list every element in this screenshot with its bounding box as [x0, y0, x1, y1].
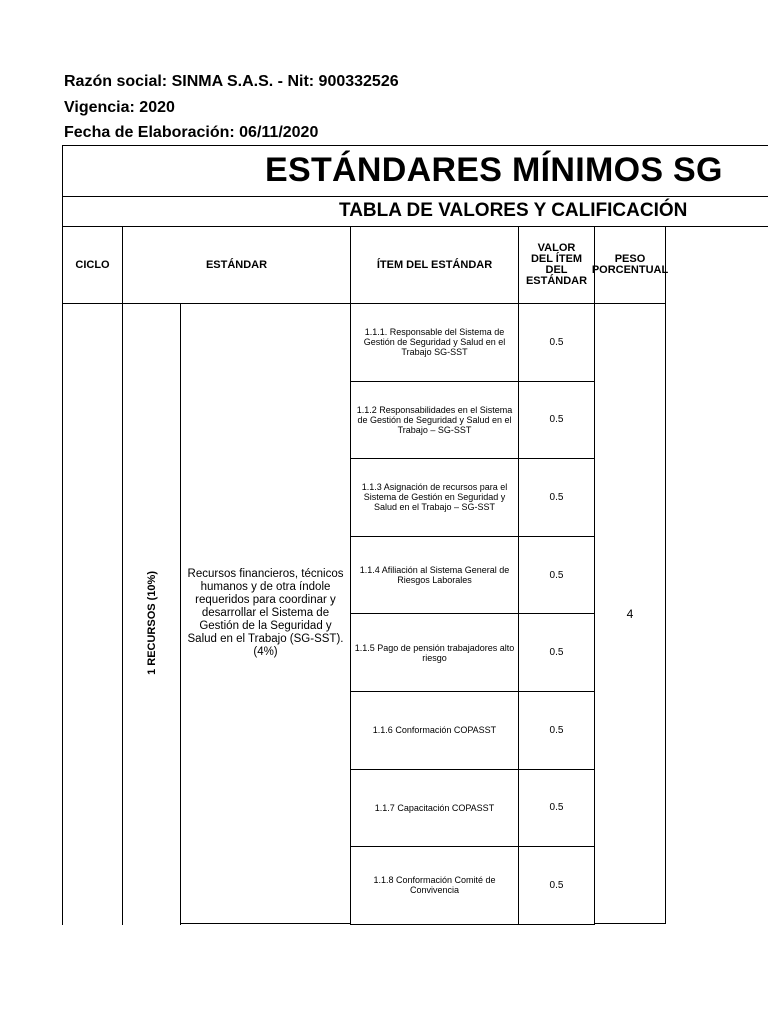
table-row-item: 1.1.1. Responsable del Sistema de Gestión de Seguridad y Salud en el Trabajo SG-SST [350, 303, 519, 382]
ciclo-cell [62, 303, 123, 925]
table-row-valor: 0.5 [518, 846, 595, 925]
table-row-valor: 0.5 [518, 303, 595, 382]
table-row-item: 1.1.3 Asignación de recursos para el Sistema de Gestión en Seguridad y Salud en el Trabajo – SG-SST [350, 458, 519, 537]
table-row-valor: 0.5 [518, 613, 595, 692]
validity-year: Vigencia: 2020 [64, 99, 175, 116]
col-header-peso: PESO PORCENTUAL [594, 226, 666, 304]
table-row-item: 1.1.6 Conformación COPASST [350, 691, 519, 770]
group-label: 1 RECURSOS (10%) [145, 571, 158, 675]
table-row-valor: 0.5 [518, 769, 595, 848]
table-row-valor: 0.5 [518, 691, 595, 770]
col-header-ciclo: CICLO [62, 226, 123, 304]
group-cell [122, 303, 181, 925]
table-row-valor: 0.5 [518, 381, 595, 460]
standards-table [62, 145, 768, 925]
table-row-item: 1.1.8 Conformación Comité de Convivencia [350, 846, 519, 925]
table-row-valor: 0.5 [518, 458, 595, 537]
table-row-item: 1.1.2 Responsabilidades en el Sistema de Gestión de Seguridad y Salud en el Trabajo – SG-SST [350, 381, 519, 460]
table-row-valor: 0.5 [518, 536, 595, 615]
table-row-item: 1.1.7 Capacitación COPASST [350, 769, 519, 848]
col-header-estandar: ESTÁNDAR [122, 226, 351, 304]
peso-value: 4 [594, 303, 666, 924]
table-row-item: 1.1.5 Pago de pensión trabajadores alto riesgo [350, 613, 519, 692]
table-title-cell [62, 145, 768, 197]
col-header-valor: VALOR DEL ÍTEM DEL ESTÁNDAR [518, 226, 595, 304]
table-subtitle: TABLA DE VALORES Y CALIFICACIÓN [339, 200, 688, 221]
standard-description: Recursos financieros, técnicos humanos y de otra índole requeridos para coordinar y desarrollar el Sistema de Gestión de la Seguridad y Salud en el Trabajo (SG-SST). (4%) [180, 303, 351, 924]
company-name: Razón social: SINMA S.A.S. - Nit: 900332526 [64, 73, 399, 90]
elaboration-date: Fecha de Elaboración: 06/11/2020 [64, 124, 319, 141]
table-row-item: 1.1.4 Afiliación al Sistema General de Riesgos Laborales [350, 536, 519, 615]
col-header-item: ÍTEM DEL ESTÁNDAR [350, 226, 519, 304]
table-title: ESTÁNDARES MÍNIMOS SG [265, 151, 723, 189]
table-subtitle-cell [62, 196, 768, 227]
